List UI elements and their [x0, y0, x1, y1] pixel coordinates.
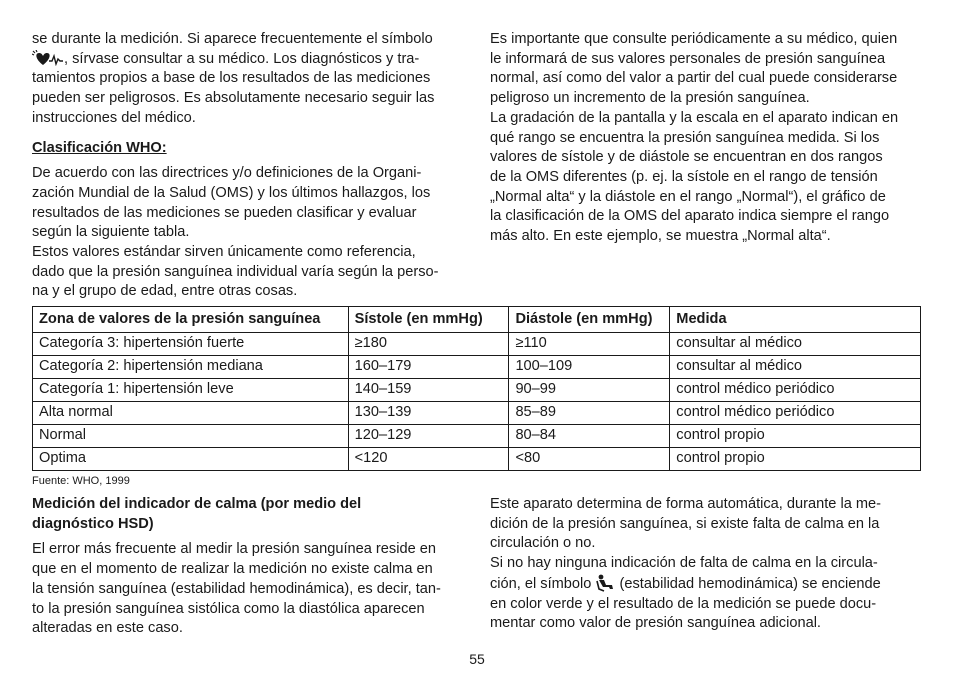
table-cell: consultar al médico [670, 356, 921, 379]
table-cell: 100–109 [509, 356, 670, 379]
bottom-left-column [32, 495, 464, 639]
table-cell: Categoría 3: hipertensión fuerte [33, 333, 349, 356]
table-source-note: Fuente: WHO, 1999 [32, 475, 130, 487]
table-cell: ≥110 [509, 333, 670, 356]
section-heading-who: Clasificación WHO: [32, 139, 167, 156]
table-cell: Categoría 2: hipertensión mediana [33, 356, 349, 379]
table-cell: 120–129 [348, 425, 509, 448]
table-cell: control médico periódico [670, 379, 921, 402]
table-cell: control médico periódico [670, 402, 921, 425]
table-cell: Alta normal [33, 402, 349, 425]
arrhythmia-heart-icon [32, 50, 64, 66]
table-row [33, 379, 921, 402]
table-cell: Normal [33, 425, 349, 448]
section-heading-hsd: Medición del indicador de calma (por medio del diagnóstico HSD) [32, 496, 362, 532]
bottom-right-column [490, 495, 922, 634]
who-classification-table [32, 306, 921, 471]
top-right-column [490, 30, 922, 247]
top-left-column [32, 30, 464, 302]
table-row [33, 448, 921, 471]
table-cell: control propio [670, 448, 921, 471]
page-number: 55 [469, 651, 485, 667]
table-row [33, 333, 921, 356]
table-row [33, 356, 921, 379]
column-header-action: Medida [670, 307, 921, 333]
table-cell: 140–159 [348, 379, 509, 402]
table-row [33, 425, 921, 448]
table-cell: ≥180 [348, 333, 509, 356]
table-cell: 90–99 [509, 379, 670, 402]
table-cell: 160–179 [348, 356, 509, 379]
paragraph-hsd-error: El error más frecuente al medir la presión sanguínea reside en que en el momento de realizar la medición no existe calma en la tensión sanguínea (estabilidad hemodinámica), es decir, tan- to la presión sanguínea sistólica como la diastólica aparecen alteradas en este caso. [32, 541, 441, 637]
paragraph-who-intro: De acuerdo con las directrices y/o definiciones de la Organi- zación Mundial de la Salud (OMS) y los últimos hallazgos, los resultados de las mediciones se pueden clasificar y evaluar según la siguiente tabla. Estos valores estándar sirven únicamente como referencia, dado que la presión sanguínea individual varía según la perso- na y el grupo de edad, entre otras cosas. [32, 165, 439, 300]
column-header-zone: Zona de valores de la presión sanguínea [33, 307, 349, 333]
table-cell: consultar al médico [670, 333, 921, 356]
table-header-row [33, 307, 921, 333]
paragraph-warning: se durante la medición. Si aparece frecuentemente el símbolo , sírvase consultar a su médico. Los diagnósticos y tra- tamientos propios a base de los resultados de las mediciones pueden ser peligrosos. Es absolutamente necesario seguir las instrucciones del médico. [32, 31, 435, 126]
column-header-diastole: Diástole (en mmHg) [509, 307, 670, 333]
table-cell: <80 [509, 448, 670, 471]
table-cell: 85–89 [509, 402, 670, 425]
seated-person-icon [595, 574, 615, 592]
table-cell: control propio [670, 425, 921, 448]
table-cell: Optima [33, 448, 349, 471]
paragraph-hsd-device: Este aparato determina de forma automática, durante la me- dición de la presión sanguínea, si existe falta de calma en la circulación o no. Si no hay ninguna indicación de falta de calma en la circula- ción, el símbolo (estabilidad hemodinámica) se enciende en color verde y el resultado de la medición se puede docu- mentar como valor de presión sanguínea adicional. [490, 496, 881, 632]
paragraph-consult-doctor: Es importante que consulte periódicamente a su médico, quien le informará de sus valores personales de presión sanguínea normal, así como del valor a partir del cual puede considerarse peligroso un incremento de la presión sanguínea. La gradación de la pantalla y la escala en el aparato indican en qué rango se encuentra la presión sanguínea medida. Si los valores de sístole y de diástole se encuentran en dos rangos de la OMS diferentes (p. ej. la sístole en el rango de tensión „Normal alta“ y la diástole en el rango „Normal“), el gráfico de la clasificación de la OMS del aparato indica siempre el rango más alto. En este ejemplo, se muestra „Normal alta“. [490, 31, 899, 245]
table-row [33, 402, 921, 425]
column-header-systole: Sístole (en mmHg) [348, 307, 509, 333]
table-cell: Categoría 1: hipertensión leve [33, 379, 349, 402]
table-cell: <120 [348, 448, 509, 471]
table-cell: 130–139 [348, 402, 509, 425]
table-cell: 80–84 [509, 425, 670, 448]
